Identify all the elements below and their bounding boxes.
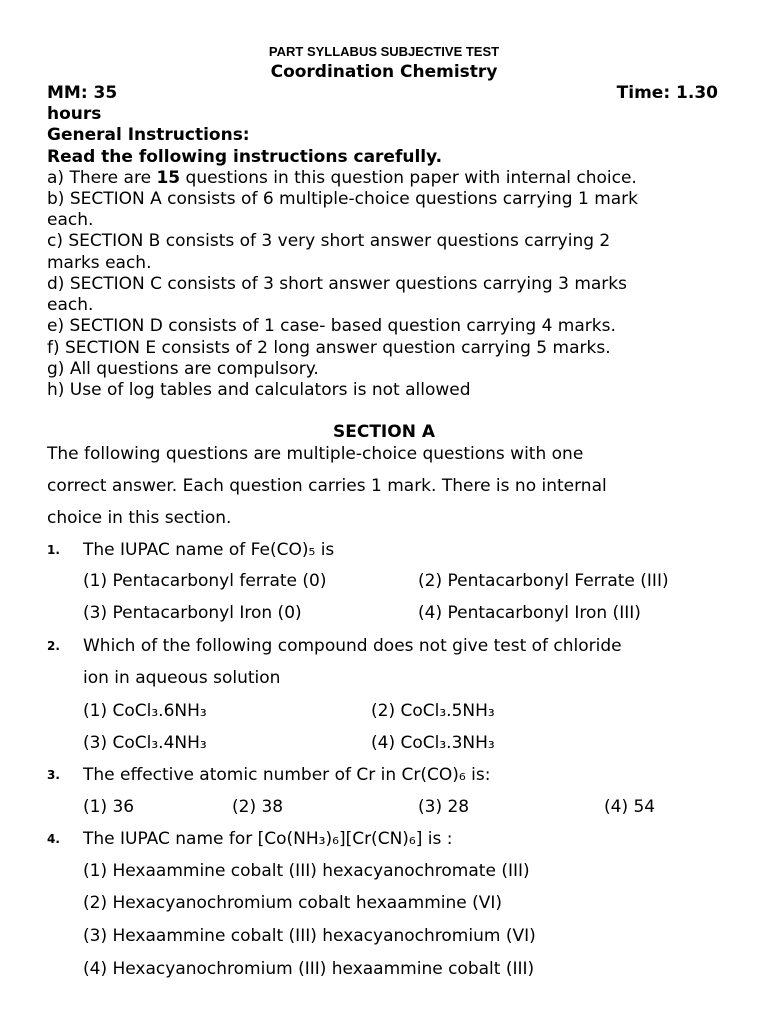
instruction-b-line-1: b) SECTION A consists of 6 multiple-choice questions carrying 1 mark xyxy=(47,189,638,209)
question-text: The effective atomic number of Cr in Cr(CO)₆ is: xyxy=(83,765,491,785)
option: (4) Hexacyanochromium (III) hexaammine cobalt (III) xyxy=(83,959,535,979)
option: (2) Pentacarbonyl Ferrate (III) xyxy=(418,571,669,591)
time-label: Time: 1.30 xyxy=(616,83,718,103)
section-a-intro-line-3: choice in this section. xyxy=(47,508,232,528)
test-name: PART SYLLABUS SUBJECTIVE TEST xyxy=(268,44,500,59)
time-unit: hours xyxy=(47,104,102,124)
instruction-a xyxy=(47,168,637,188)
question-number: 2. xyxy=(47,639,60,653)
question-text: The IUPAC name of Fe(CO)₅ is xyxy=(83,540,335,560)
section-a-intro-line-1: The following questions are multiple-choice questions with one xyxy=(47,444,584,464)
instruction-e: e) SECTION D consists of 1 case- based question carrying 4 marks. xyxy=(47,316,616,336)
instruction-g: g) All questions are compulsory. xyxy=(47,359,319,379)
instruction-a-pre: a) There are xyxy=(47,168,157,188)
option: (2) 38 xyxy=(232,797,284,817)
question-text: Which of the following compound does not give test of chloride xyxy=(83,636,622,656)
instruction-c-line-1: c) SECTION B consists of 3 very short answer questions carrying 2 xyxy=(47,231,611,251)
option: (1) CoCl₃.6NH₃ xyxy=(83,701,207,721)
section-a-title: SECTION A xyxy=(332,422,435,442)
instructions-title: General Instructions: xyxy=(47,125,250,145)
option: (1) Hexaammine cobalt (III) hexacyanochromate (III) xyxy=(83,861,530,881)
instruction-f: f) SECTION E consists of 2 long answer question carrying 5 marks. xyxy=(47,338,611,358)
instruction-d-line-1: d) SECTION C consists of 3 short answer questions carrying 3 marks xyxy=(47,274,627,294)
section-a-intro-line-2: correct answer. Each question carries 1 mark. There is no internal xyxy=(47,476,607,496)
question-number: 1. xyxy=(47,543,60,557)
instruction-c-line-2: marks each. xyxy=(47,253,152,273)
option: (4) 54 xyxy=(604,797,656,817)
option: (3) Pentacarbonyl Iron (0) xyxy=(83,603,302,623)
question-number: 4. xyxy=(47,832,60,846)
instruction-d-line-2: each. xyxy=(47,295,94,315)
option: (2) Hexacyanochromium cobalt hexaammine (VI) xyxy=(83,893,503,913)
question-number: 3. xyxy=(47,768,60,782)
option: (3) Hexaammine cobalt (III) hexacyanochromium (VI) xyxy=(83,926,536,946)
option: (3) CoCl₃.4NH₃ xyxy=(83,733,207,753)
option: (2) CoCl₃.5NH₃ xyxy=(371,701,495,721)
option: (3) 28 xyxy=(418,797,470,817)
instruction-h: h) Use of log tables and calculators is not allowed xyxy=(47,380,471,400)
option: (1) 36 xyxy=(83,797,135,817)
option: (4) Pentacarbonyl Iron (III) xyxy=(418,603,641,623)
max-marks: MM: 35 xyxy=(47,83,118,103)
instruction-a-count: 15 xyxy=(156,168,181,188)
question-text: The IUPAC name for [Co(NH₃)₆][Cr(CN)₆] is : xyxy=(83,829,453,849)
option: (4) CoCl₃.3NH₃ xyxy=(371,733,495,753)
instructions-subtitle: Read the following instructions carefully. xyxy=(47,147,443,167)
option: (1) Pentacarbonyl ferrate (0) xyxy=(83,571,327,591)
instruction-a-post: questions in this question paper with internal choice. xyxy=(180,168,637,188)
subject-title: Coordination Chemistry xyxy=(270,62,498,82)
instruction-b-line-2: each. xyxy=(47,210,94,230)
question-text-continued: ion in aqueous solution xyxy=(83,668,281,688)
